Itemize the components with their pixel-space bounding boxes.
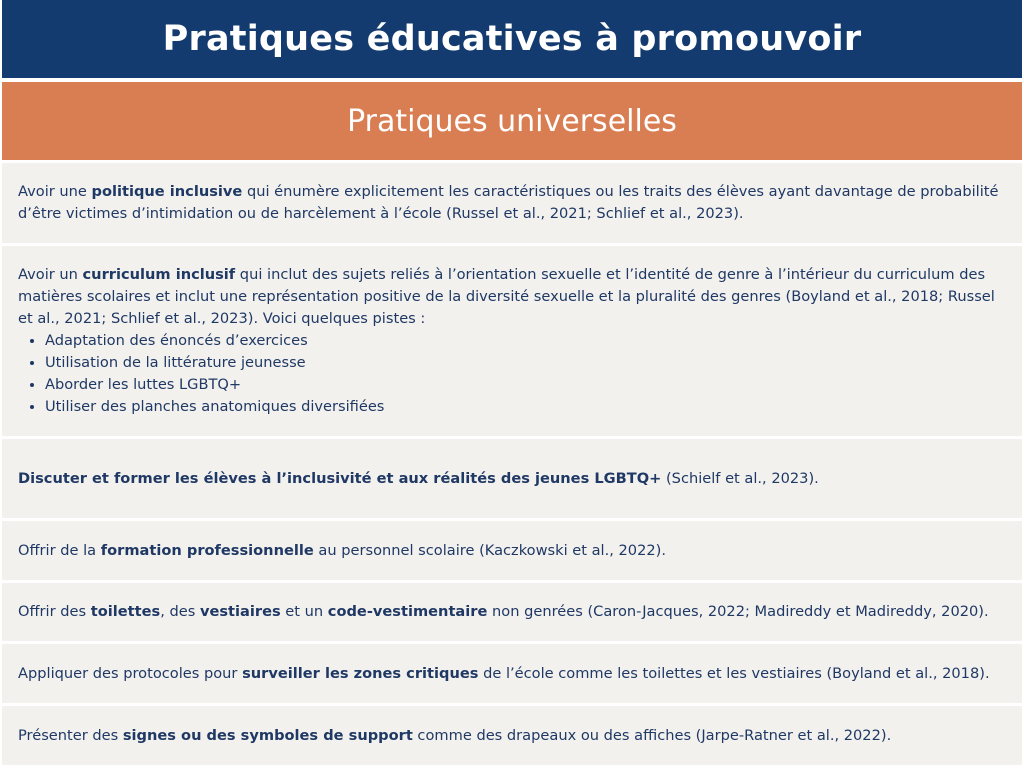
practice-row-monitoring-zones bbox=[2, 644, 1022, 703]
text-segment: au personnel scolaire (Kaczkowski et al., 2022). bbox=[313, 541, 666, 559]
key-term: code-vestimentaire bbox=[327, 603, 488, 620]
bullet-item: • Aborder les luttes LGBTQ+ bbox=[45, 374, 1006, 396]
text-segment: Offrir de la bbox=[18, 541, 101, 559]
text-segment: Avoir une bbox=[18, 183, 92, 200]
practice-row-inclusive-policy bbox=[2, 163, 1022, 243]
practice-row-gender-neutral-facilities bbox=[2, 583, 1022, 641]
practice-text bbox=[18, 663, 1006, 685]
key-term: politique inclusive bbox=[91, 183, 243, 200]
text-segment: Avoir un bbox=[18, 266, 83, 283]
text-segment: et un bbox=[280, 603, 328, 620]
practice-text bbox=[18, 601, 1006, 623]
key-term: Discuter et former les élèves à l’inclusivité et aux réalités des jeunes LGBTQ+ bbox=[18, 469, 662, 487]
text-segment: Offrir des bbox=[18, 603, 91, 620]
page-title bbox=[2, 0, 1022, 78]
practice-row-inclusive-curriculum bbox=[2, 246, 1022, 436]
bullet-item: • Adaptation des énoncés d’exercices bbox=[45, 330, 1006, 352]
text-segment: qui inclut des sujets reliés à l’orientation sexuelle et l’identité de genre à l’intérieur du curriculum des matières scolaires et inclut une représentation positive de la diversité sexuelle et la pluralité des genres (Boyland et al., 2018; Russel et al., 2021; Schlief et al., 2023). Voici quelques pistes : bbox=[18, 266, 995, 327]
text-segment: non genrées (Caron-Jacques, 2022; Madireddy et Madireddy, 2020). bbox=[487, 603, 989, 620]
key-term: curriculum inclusif bbox=[82, 266, 236, 283]
text-segment: qui énumère explicitement les caractéristiques ou les traits des élèves ayant davantage de probabilité d’être victimes d’intimidation ou de harcèlement à l’école (Russel et al., 2021; Schlief et al., 2023). bbox=[18, 183, 999, 222]
section-header-text: Pratiques universelles bbox=[347, 103, 677, 139]
section-header bbox=[2, 82, 1022, 160]
page-title-text: Pratiques éducatives à promouvoir bbox=[162, 19, 862, 59]
text-segment: , des bbox=[160, 603, 200, 620]
practice-text bbox=[18, 540, 1006, 562]
key-term: signes ou des symboles de support bbox=[122, 726, 413, 744]
key-term: vestiaires bbox=[199, 603, 281, 620]
bullet-item: • Utiliser des planches anatomiques diversifiées bbox=[45, 396, 1006, 418]
text-segment: Présenter des bbox=[18, 726, 123, 744]
text-segment: Appliquer des protocoles pour bbox=[18, 664, 243, 682]
key-term: toilettes bbox=[90, 603, 161, 620]
text-segment: (Schielf et al., 2023). bbox=[661, 469, 819, 487]
key-term: formation professionnelle bbox=[100, 541, 314, 559]
practice-row-support-symbols bbox=[2, 706, 1022, 765]
practice-text bbox=[18, 468, 1006, 490]
practice-row-professional-training bbox=[2, 521, 1022, 580]
practice-text bbox=[18, 264, 1006, 330]
text-segment: de l’école comme les toilettes et les vestiaires (Boyland et al., 2018). bbox=[478, 664, 990, 682]
text-segment: comme des drapeaux ou des affiches (Jarpe-Ratner et al., 2022). bbox=[412, 726, 892, 744]
practice-row-student-training bbox=[2, 439, 1022, 518]
bullet-list bbox=[18, 330, 1006, 418]
key-term: surveiller les zones critiques bbox=[242, 664, 479, 682]
bullet-item: • Utilisation de la littérature jeunesse bbox=[45, 352, 1006, 374]
practice-text bbox=[18, 725, 1006, 747]
practice-text bbox=[18, 181, 1006, 225]
